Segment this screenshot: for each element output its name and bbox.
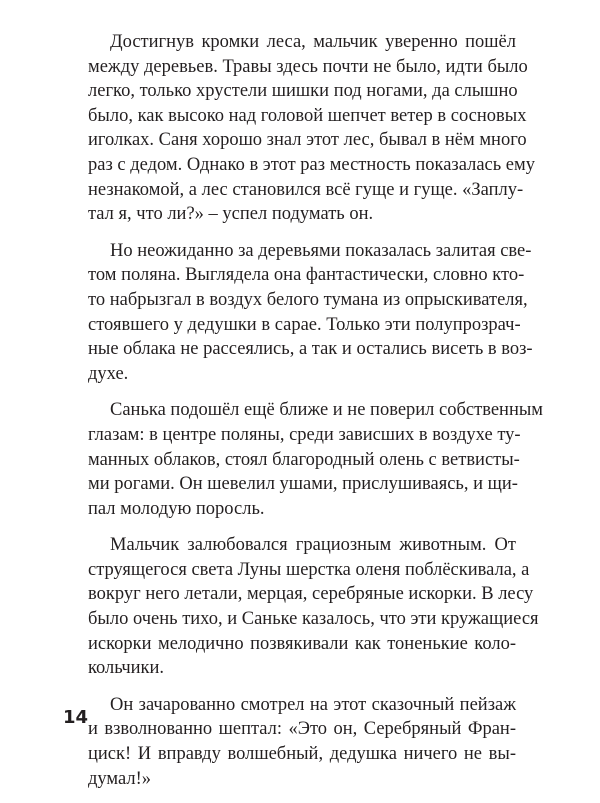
text-line: иголках. Саня хорошо знал этот лес, бывал в нём много <box>88 130 527 151</box>
paragraph <box>88 533 539 681</box>
text-line: легко, только хрустели шишки под ногами, да слышно <box>88 81 518 102</box>
text-line: глазам: в центре поляны, среди зависших в воздухе ту- <box>88 424 521 445</box>
text-line: Санька подошёл ещё ближе и не поверил собственным <box>110 400 543 421</box>
text-line: ми рогами. Он шевелил ушами, прислушиваясь, и щи- <box>88 474 518 495</box>
text-line: искорки мелодично позвякивали как тоненькие коло- <box>88 633 516 654</box>
paragraph <box>88 30 535 227</box>
body-text <box>88 30 543 803</box>
text-line: циск! И вправду волшебный, дедушка ничего не вы- <box>88 744 516 765</box>
text-line: пал молодую поросль. <box>88 498 265 519</box>
text-line: кольчики. <box>88 658 165 679</box>
text-line: незнакомой, а лес становился всё гуще и гуще. «Заплу- <box>88 179 524 200</box>
page-number: 14 <box>63 707 89 728</box>
paragraph <box>88 398 543 521</box>
paragraph <box>88 239 533 387</box>
text-line: было очень тихо, и Саньке казалось, что эти кружащиеся <box>88 609 539 630</box>
text-line: вокруг него летали, мерцая, серебряные искорки. В лесу <box>88 584 534 605</box>
text-line: стоявшего у дедушки в сарае. Только эти полупрозрач- <box>88 314 521 335</box>
text-line: между деревьев. Травы здесь почти не было, идти было <box>88 56 528 77</box>
text-line: тал я, что ли?» – успел подумать он. <box>88 204 374 225</box>
text-line: духе. <box>88 363 129 384</box>
text-line: ные облака не рассеялись, а так и остались висеть в воз- <box>88 339 533 360</box>
text-line: манных облаков, стоял благородный олень с ветвисты- <box>88 449 520 470</box>
text-line: Мальчик залюбовался грациозным животным. От <box>110 535 516 556</box>
text-line: Но неожиданно за деревьями показалась залитая све- <box>110 240 532 261</box>
text-line: том поляна. Выглядела она фантастически, словно кто- <box>88 265 525 286</box>
paragraph <box>88 693 516 791</box>
text-line: думал!» <box>88 768 152 789</box>
text-line: и взволнованно шептал: «Это он, Серебряный Фран- <box>88 719 516 740</box>
text-line: было, как высоко над головой шепчет ветер в сосновых <box>88 105 527 126</box>
text-line: то набрызгал в воздух белого тумана из опрыскивателя, <box>88 289 528 310</box>
text-line: раз с дедом. Однако в этот раз местность показалась ему <box>88 154 535 175</box>
text-line: струящегося света Луны шерстка оленя поблёскивала, а <box>88 559 530 580</box>
text-line: Достигнув кромки леса, мальчик уверенно пошёл <box>110 32 516 52</box>
text-line: Он зачарованно смотрел на этот сказочный пейзаж <box>110 694 516 715</box>
